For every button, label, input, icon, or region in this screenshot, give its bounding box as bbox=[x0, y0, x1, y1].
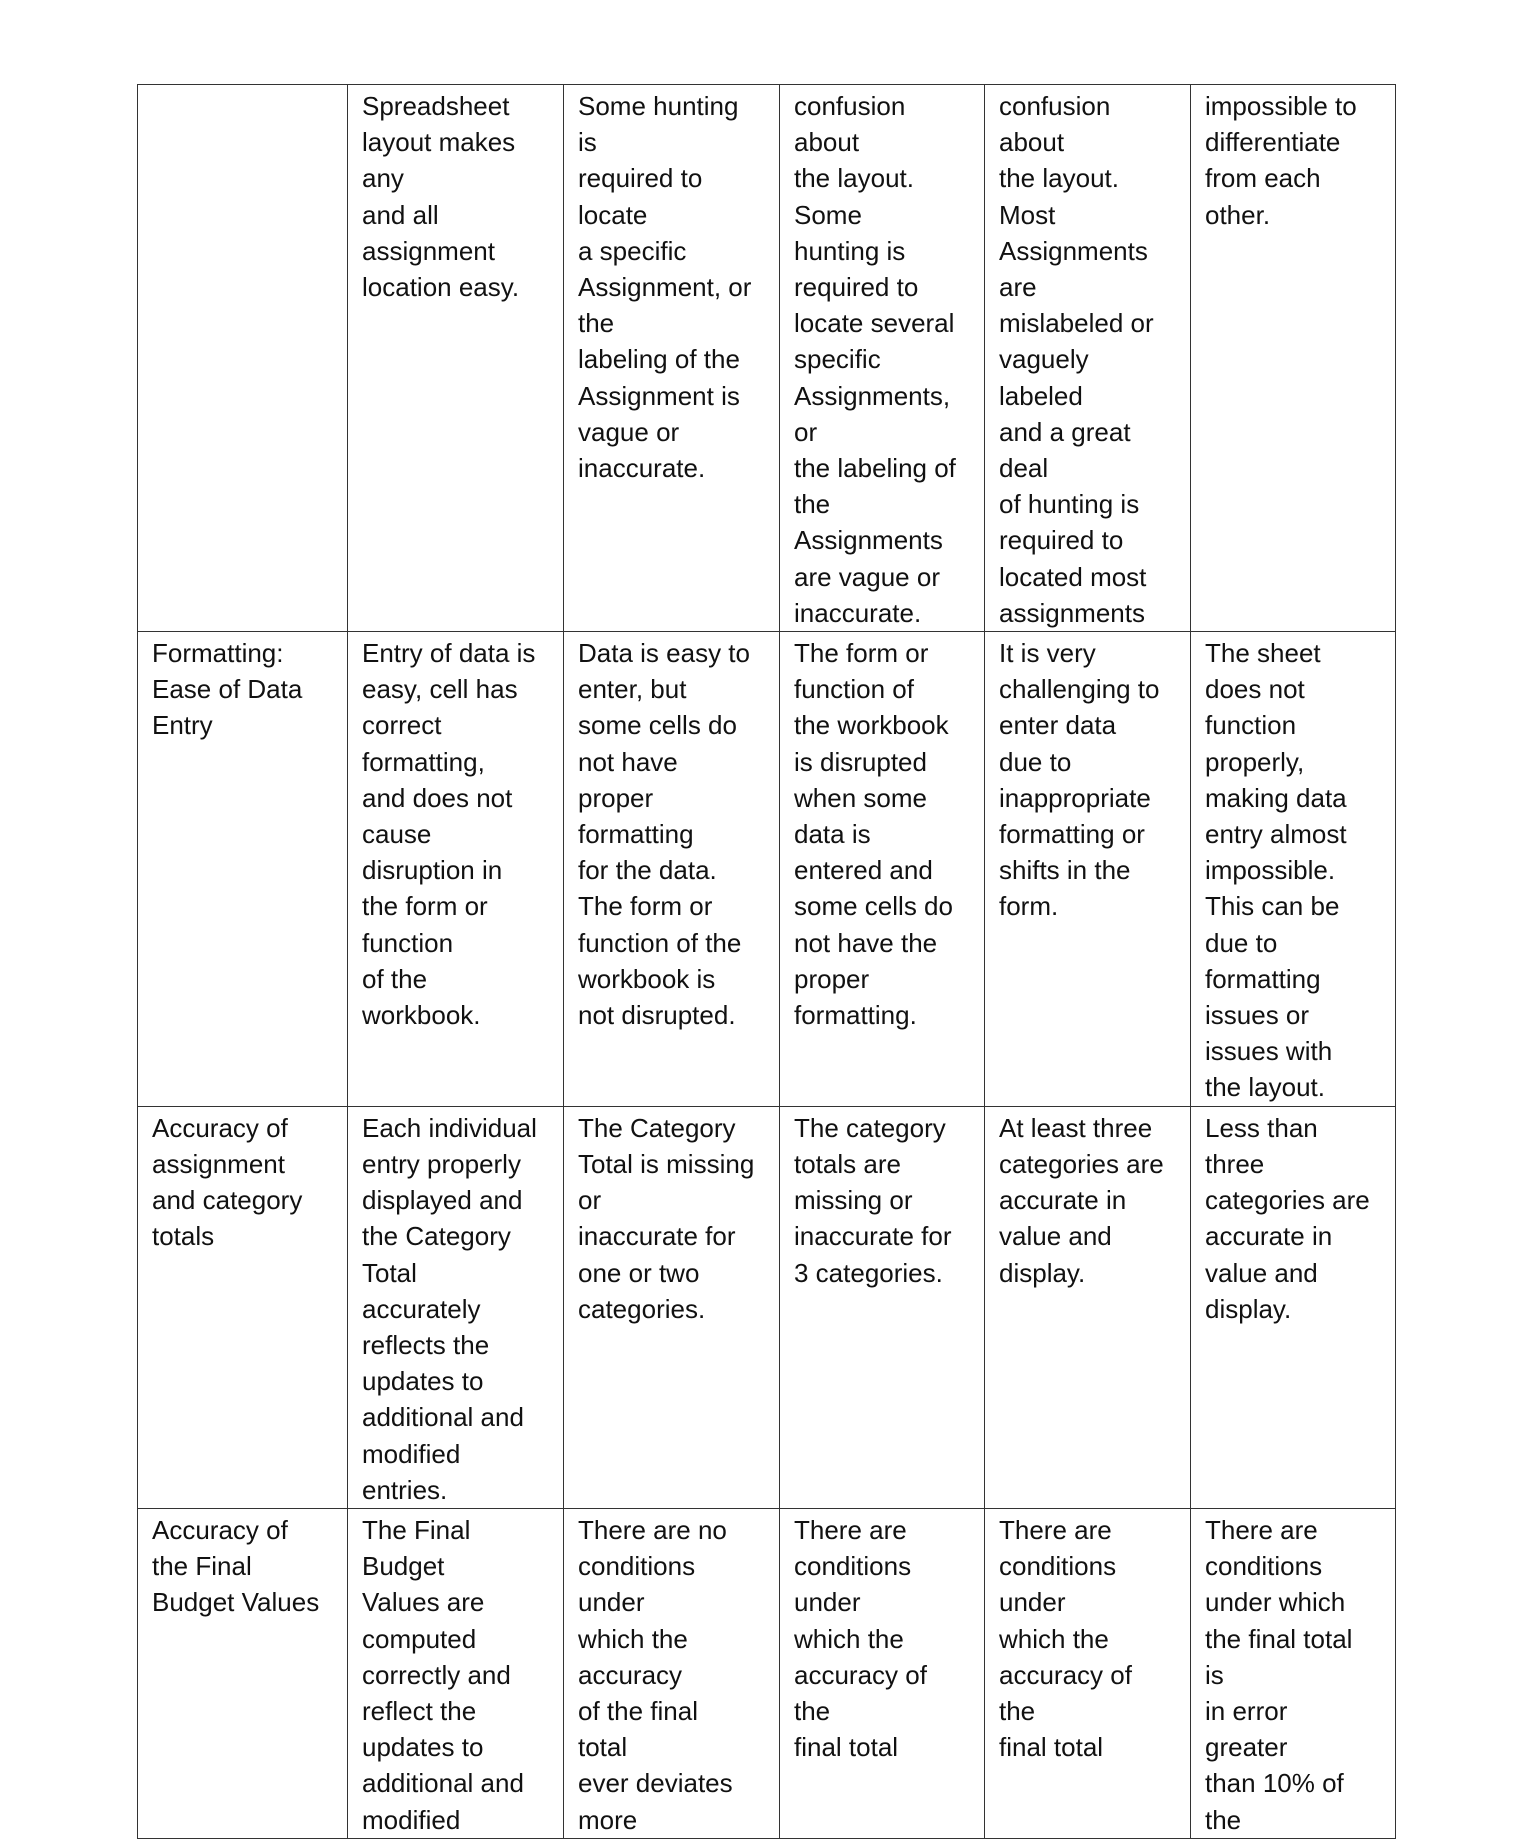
rubric-cell: The sheet does not function properly, making data entry almost impossible. This can be due to formatting issues or issues with the layout. bbox=[1191, 632, 1396, 1107]
rubric-cell: confusion about the layout. Some hunting is required to locate several specific Assignments, or the labeling of the Assignments are vague or inaccurate. bbox=[780, 85, 985, 632]
rubric-cell: confusion about the layout. Most Assignments are mislabeled or vaguely labeled and a great deal of hunting is required to located most assignments bbox=[985, 85, 1191, 632]
table-row bbox=[138, 1106, 1396, 1508]
rubric-cell: Spreadsheet layout makes any and all assignment location easy. bbox=[348, 85, 564, 632]
rubric-cell: Some hunting is required to locate a specific Assignment, or the labeling of the Assignment is vague or inaccurate. bbox=[564, 85, 780, 632]
table-row bbox=[138, 1508, 1396, 1838]
rubric-cell: The category totals are missing or inaccurate for 3 categories. bbox=[780, 1106, 985, 1508]
rubric-cell: Each individual entry properly displayed and the Category Total accurately reflects the updates to additional and modified entries. bbox=[348, 1106, 564, 1508]
rubric-cell: It is very challenging to enter data due to inappropriate formatting or shifts in the form. bbox=[985, 632, 1191, 1107]
rubric-cell: Less than three categories are accurate in value and display. bbox=[1191, 1106, 1396, 1508]
rubric-cell: impossible to differentiate from each other. bbox=[1191, 85, 1396, 632]
criterion-cell: Formatting: Ease of Data Entry bbox=[138, 632, 348, 1107]
rubric-cell: The Final Budget Values are computed correctly and reflect the updates to additional and modified bbox=[348, 1508, 564, 1838]
rubric-table bbox=[137, 84, 1396, 1839]
rubric-cell: There are conditions under which the accuracy of the final total bbox=[985, 1508, 1191, 1838]
rubric-cell: At least three categories are accurate in value and display. bbox=[985, 1106, 1191, 1508]
rubric-cell: The Category Total is missing or inaccurate for one or two categories. bbox=[564, 1106, 780, 1508]
rubric-cell: There are conditions under which the accuracy of the final total bbox=[780, 1508, 985, 1838]
criterion-cell: Accuracy of the Final Budget Values bbox=[138, 1508, 348, 1838]
rubric-cell: Data is easy to enter, but some cells do not have proper formatting for the data. The form or function of the workbook is not disrupted. bbox=[564, 632, 780, 1107]
criterion-cell: Accuracy of assignment and category totals bbox=[138, 1106, 348, 1508]
rubric-cell: There are no conditions under which the accuracy of the final total ever deviates more bbox=[564, 1508, 780, 1838]
rubric-cell: The form or function of the workbook is disrupted when some data is entered and some cells do not have the proper formatting. bbox=[780, 632, 985, 1107]
table-row bbox=[138, 632, 1396, 1107]
criterion-cell bbox=[138, 85, 348, 632]
rubric-cell: Entry of data is easy, cell has correct formatting, and does not cause disruption in the form or function of the workbook. bbox=[348, 632, 564, 1107]
rubric-cell: There are conditions under which the final total is in error greater than 10% of the bbox=[1191, 1508, 1396, 1838]
table-row bbox=[138, 85, 1396, 632]
